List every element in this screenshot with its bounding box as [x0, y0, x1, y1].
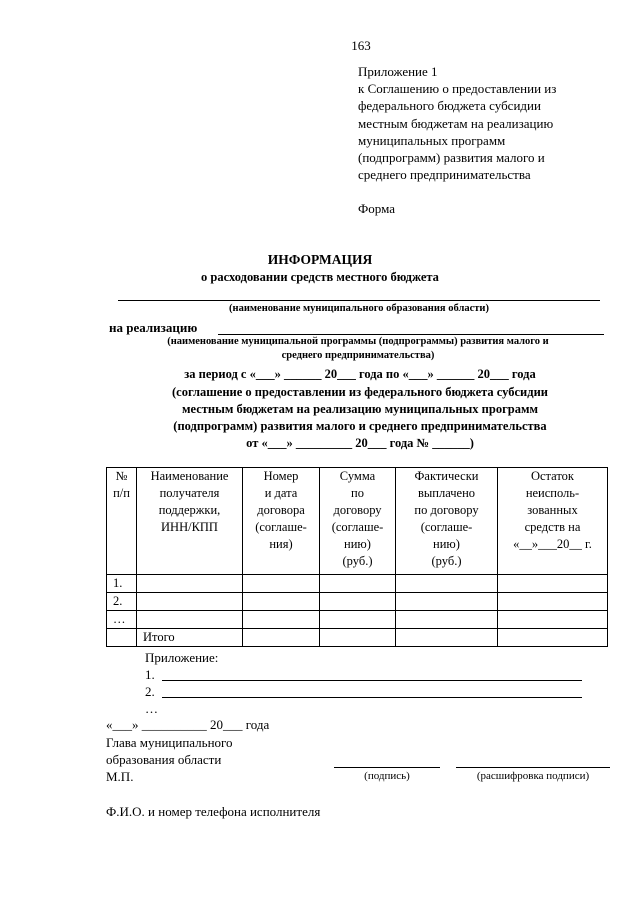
annex-block: [358, 63, 618, 183]
period-line: за период с «___» ______ 20___ года по «___» ______ 20___ года: [184, 367, 536, 381]
municipality-caption: (наименование муниципального образования области): [229, 303, 489, 314]
head-title-2: образования области: [106, 752, 222, 767]
realization-label: на реализацию: [109, 320, 198, 335]
expenditure-table: [106, 467, 608, 647]
header-remainder: Остаток неисполь- зованных средств на «__»___20__ г.: [498, 468, 608, 575]
row-number: 1.: [107, 575, 137, 593]
annex-line: Приложение 1: [358, 64, 438, 79]
executor-label: Ф.И.О. и номер телефона исполнителя: [106, 804, 321, 819]
table-total-row: [107, 629, 608, 647]
table-row: [107, 611, 608, 629]
attachment-line: [162, 697, 582, 698]
attachment-line: [162, 680, 582, 681]
row-number: …: [107, 611, 137, 629]
form-label: Форма: [358, 201, 395, 216]
header-recipient: Наименование получателя поддержки, ИНН/КПП: [137, 468, 243, 575]
attachment-item: …: [145, 701, 158, 716]
header-number: № п/п: [107, 468, 137, 575]
document-subtitle: о расходовании средств местного бюджета: [201, 270, 439, 284]
decoding-line: [456, 767, 610, 768]
signature-line: [334, 767, 440, 768]
header-amount: Сумма по договору (соглаше- нию) (руб.): [320, 468, 396, 575]
agreement-line-1: (соглашение о предоставлении из федерального бюджета субсидии: [171, 385, 548, 399]
decoding-caption: (расшифровка подписи): [476, 770, 590, 782]
header-paid: Фактически выплачено по договору (соглаше- нию) (руб.): [396, 468, 498, 575]
annex-line: местным бюджетам на реализацию: [358, 115, 554, 131]
agreement-line-3: (подпрограмм) развития малого и среднего предпринимательства: [173, 419, 547, 433]
program-caption-2: среднего предпринимательства): [281, 350, 435, 361]
attachment-item: 2.: [145, 684, 155, 699]
annex-line: (подпрограмм) развития малого и: [358, 150, 545, 166]
program-caption-1: (наименование муниципальной программы (подпрограммы) развития малого и: [167, 336, 549, 347]
attachment-item: 1.: [145, 667, 155, 682]
program-line: [218, 334, 604, 335]
table-row: [107, 593, 608, 611]
total-label: Итого: [137, 629, 243, 647]
agreement-line-2: местным бюджетам на реализацию муниципальных программ: [182, 402, 538, 416]
seal-label: М.П.: [106, 769, 134, 784]
header-contract: Номер и дата договора (соглаше- ния): [243, 468, 320, 575]
signature-caption: (подпись): [364, 770, 410, 782]
table-row: [107, 575, 608, 593]
attachments-label: Приложение:: [145, 650, 219, 665]
annex-line: муниципальных программ: [358, 132, 506, 148]
signature-date: «___» __________ 20___ года: [106, 717, 270, 732]
row-number: 2.: [107, 593, 137, 611]
annex-line: федерального бюджета субсидии: [358, 98, 541, 114]
page-number: 163: [351, 38, 371, 53]
annex-line: среднего предпринимательства: [358, 167, 531, 183]
annex-line: к Соглашению о предоставлении из: [358, 81, 557, 97]
agreement-line-4: от «___» _________ 20___ года № ______): [246, 436, 474, 450]
table-header-row: [107, 468, 608, 575]
document-title: ИНФОРМАЦИЯ: [267, 252, 373, 267]
head-title-1: Глава муниципального: [106, 735, 233, 750]
municipality-line: [118, 300, 600, 301]
